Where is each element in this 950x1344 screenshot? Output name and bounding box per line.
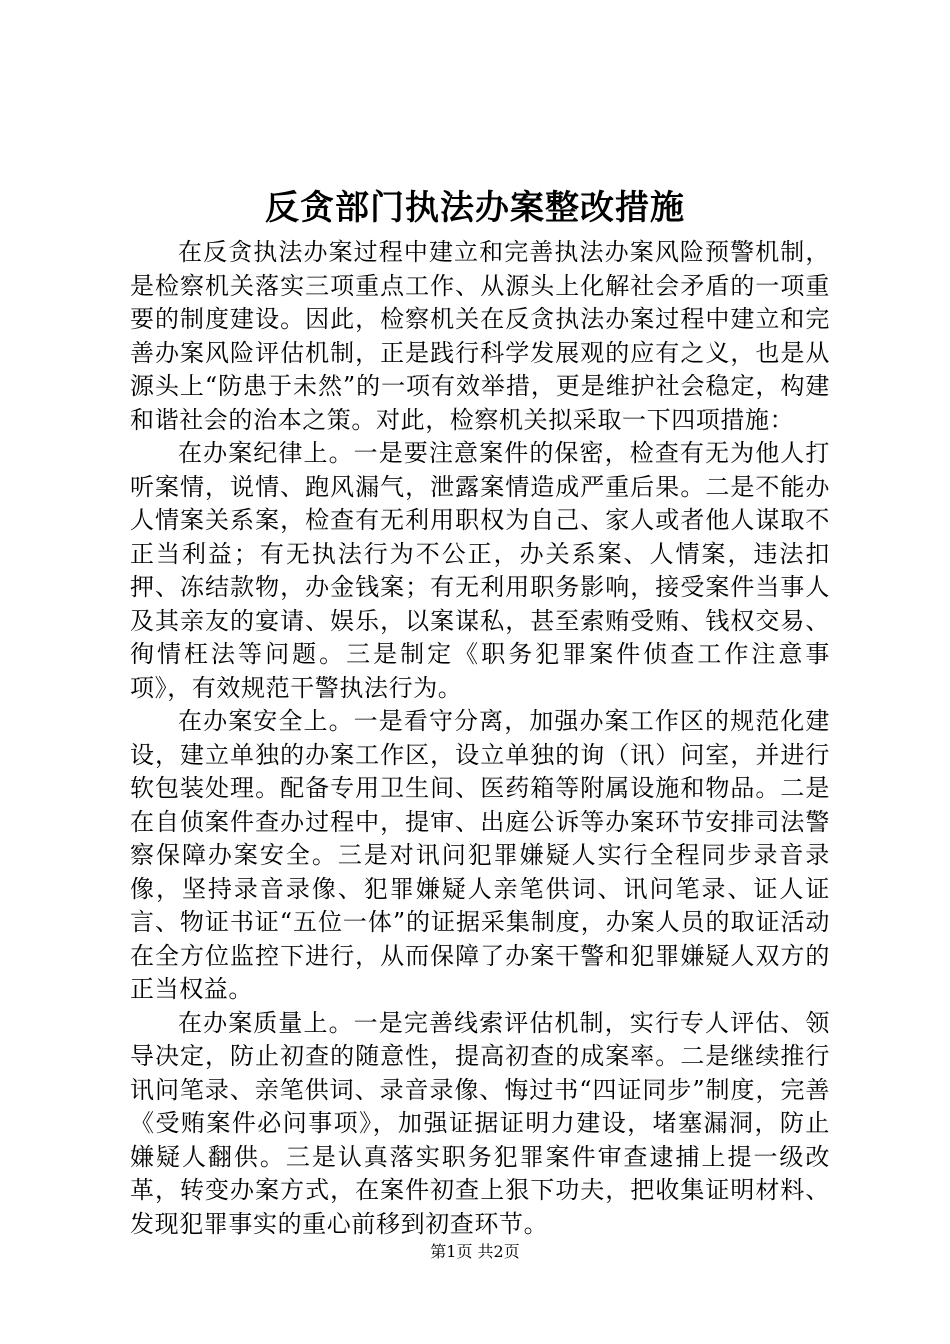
document-body [130, 236, 830, 1241]
paragraph-intro: 在反贪执法办案过程中建立和完善执法办案风险预警机制，是检察机关落实三项重点工作、从源头上化解社会矛盾的一项重要的制度建设。因此，检察机关在反贪执法办案过程中建立和完善办案风险评估机制，正是践行科学发展观的应有之义，也是从源头上“防患于未然”的一项有效举措，更是维护社会稳定，构建和谐社会的治本之策。对此，检察机关拟采取一下四项措施： [130, 238, 830, 434]
document-title: 反贪部门执法办案整改措施 [265, 188, 685, 228]
paragraph-quality: 在办案质量上。一是完善线索评估机制，实行专人评估、领导决定，防止初查的随意性，提高初查的成案率。二是继续推行讯问笔录、亲笔供词、录音录像、悔过书“四证同步”制度，完善《受贿案件必问事项》，加强证据证明力建设，堵塞漏洞，防止嫌疑人翻供。三是认真落实职务犯罪案件审查逮捕上提一级改革，转变办案方式，在案件初查上狠下功夫，把收集证明材料、发现犯罪事实的重心前移到初查环节。 [130, 1008, 830, 1238]
page-number-footer: 第1页 共2页 [430, 1242, 520, 1261]
paragraph-safety: 在办案安全上。一是看守分离，加强办案工作区的规范化建设，建立单独的办案工作区，设立单独的询（讯）问室，并进行软包装处理。配备专用卫生间、医药箱等附属设施和物品。二是在自侦案件查办过程中，提审、出庭公诉等办案环节安排司法警察保障办案安全。三是对讯问犯罪嫌疑人实行全程同步录音录像，坚持录音录像、犯罪嫌疑人亲笔供词、讯问笔录、证人证言、物证书证“五位一体”的证据采集制度，办案人员的取证活动在全方位监控下进行，从而保障了办案干警和犯罪嫌疑人双方的正当权益。 [130, 707, 830, 1003]
paragraph-discipline: 在办案纪律上。一是要注意案件的保密，检查有无为他人打听案情，说情、跑风漏气，泄露案情造成严重后果。二是不能办人情案关系案，检查有无利用职权为自己、家人或者他人谋取不正当利益；有无执法行为不公正，办关系案、人情案，违法扣押、冻结款物，办金钱案；有无利用职务影响，接受案件当事人及其亲友的宴请、娱乐，以案谋私，甚至索贿受贿、钱权交易、徇情枉法等问题。三是制定《职务犯罪案件侦查工作注意事项》，有效规范干警执法行为。 [130, 439, 830, 702]
